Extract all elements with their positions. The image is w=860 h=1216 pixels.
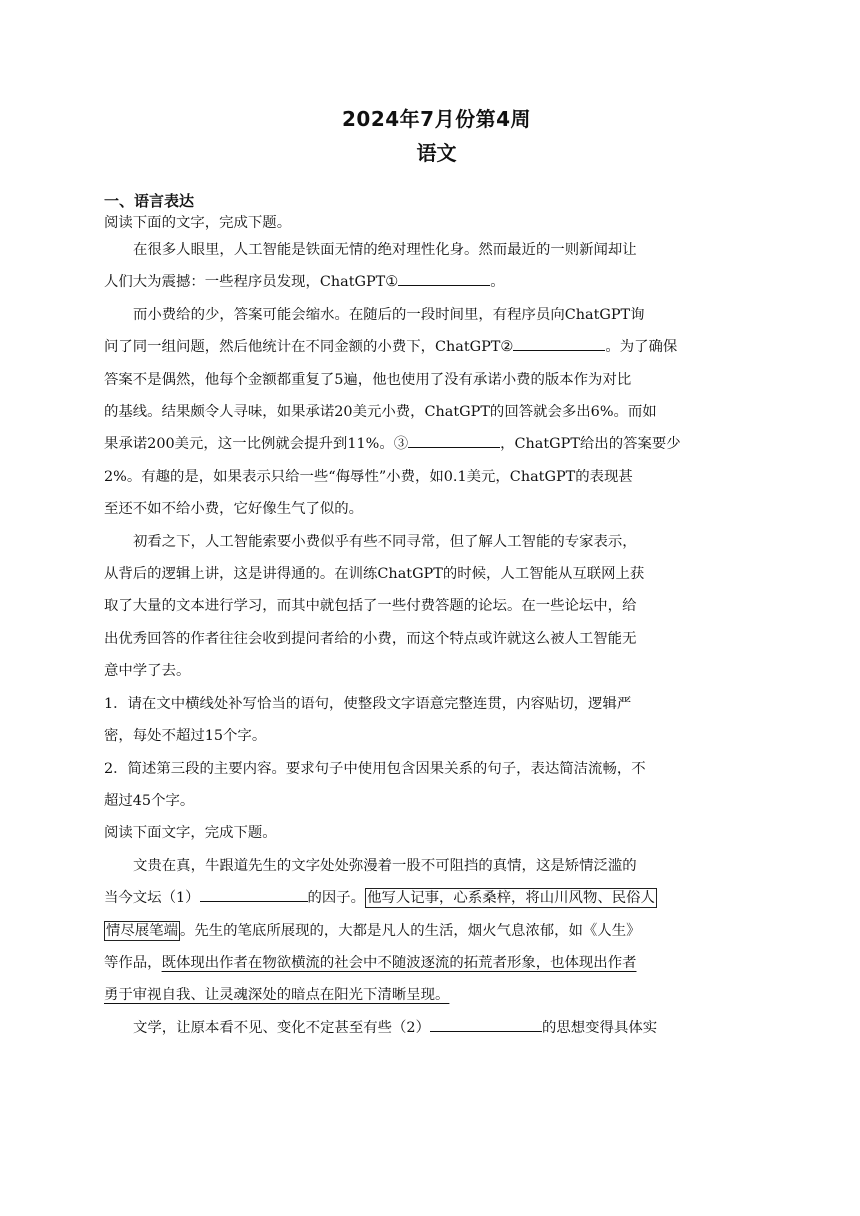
text-segment: 当今文坛（1） xyxy=(104,890,200,907)
question-text: 超过45个字。 xyxy=(104,792,195,809)
fill-blank-1[interactable] xyxy=(398,271,490,286)
text-line: 文贵在真，牛跟道先生的文字处处弥漫着一股不可阻挡的真情，这是矫情泛滥的 xyxy=(133,857,637,874)
text-segment: 。为了确保 xyxy=(605,339,678,356)
text-segment: 的因子。 xyxy=(307,890,366,907)
text-segment: 等作品， xyxy=(104,954,162,971)
fill-blank-3[interactable] xyxy=(408,433,500,448)
text-line: 在很多人眼里，人工智能是铁面无情的绝对理性化身。然而最近的一则新闻却让 xyxy=(133,242,637,258)
text-line: 取了大量的文本进行学习，而其中就包括了一些付费答题的论坛。在一些论坛中，给 xyxy=(104,598,637,615)
fill-blank-5[interactable] xyxy=(430,1017,542,1032)
question-text: 2．简述第三段的主要内容。要求句子中使用包含因果关系的句子，表达简洁流畅，不 xyxy=(104,760,646,777)
boxed-sentence-continued: 情尽展笔端 xyxy=(106,922,178,939)
text-line xyxy=(104,428,769,460)
text-line xyxy=(104,331,769,363)
text-segment: 果承诺200美元，这一比例就会提升到11%。③ xyxy=(104,436,409,453)
instruction-text: 阅读下面文字，完成下题。 xyxy=(104,825,277,842)
text-segment: 。先生的笔底所展现的，大都是凡人的生活，烟火气息浓郁，如《人生》 xyxy=(179,922,641,939)
section-heading-language-expression: 一、语言表达 xyxy=(104,192,195,210)
text-segment: 文学，让原本看不见、变化不定甚至有些（2） xyxy=(133,1019,430,1036)
text-segment: 问了同一组问题，然后他统计在不同金额的小费下，ChatGPT② xyxy=(104,339,514,356)
text-line xyxy=(104,1012,769,1044)
underlined-sentence-continued: 勇于审视自我、让灵魂深处的暗点在阳光下清晰呈现。 xyxy=(104,987,450,1004)
passage-paragraph-4 xyxy=(104,850,769,1012)
question-2 xyxy=(104,753,769,818)
text-line xyxy=(104,915,769,947)
text-line: 从背后的逻辑上讲，这是讲得通的。在训练ChatGPT的时候，人工智能从互联网上获 xyxy=(104,566,645,583)
text-line: 的基线。结果颇令人寻味，如果承诺20美元小费，ChatGPT的回答就会多出6%。而如 xyxy=(104,404,657,421)
text-line xyxy=(104,882,769,914)
instruction-text: 阅读下面的文字，完成下题。 xyxy=(104,215,292,231)
passage-paragraph-2 xyxy=(104,299,769,526)
text-line: 至还不如不给小费，它好像生气了似的。 xyxy=(104,501,364,518)
text-segment: 。 xyxy=(490,274,505,291)
underlined-sentence: 既体现出作者在物欲横流的社会中不随波逐流的拓荒者形象，也体现出作者 xyxy=(161,954,637,971)
text-segment: 的思想变得具体实 xyxy=(541,1019,658,1036)
document-page xyxy=(104,104,769,1044)
question-text: 密，每处不超过15个字。 xyxy=(104,728,267,745)
text-line xyxy=(104,979,769,1011)
text-segment: 人们大为震撼：一些程序员发现，ChatGPT① xyxy=(104,274,399,291)
passage-paragraph-5 xyxy=(104,1012,769,1044)
question-1 xyxy=(104,688,769,753)
text-line: 初看之下，人工智能索要小费似乎有些不同寻常，但了解人工智能的专家表示， xyxy=(133,533,637,550)
text-line xyxy=(104,947,769,979)
document-title: 2024年7月份第4周 xyxy=(342,107,531,131)
question-text: 1．请在文中横线处补写恰当的语句，使整段文字语意完整连贯，内容贴切，逻辑严 xyxy=(104,695,632,712)
subject-title: 语文 xyxy=(416,141,457,165)
passage-paragraph-3 xyxy=(104,526,769,688)
fill-blank-4[interactable] xyxy=(200,887,308,902)
fill-blank-2[interactable] xyxy=(513,336,605,351)
passage-paragraph-1 xyxy=(104,234,769,299)
text-segment: ，ChatGPT给出的答案要少 xyxy=(500,436,681,453)
text-line: 而小费给的少，答案可能会缩水。在随后的一段时间里，有程序员向ChatGPT询 xyxy=(133,306,645,323)
text-line: 出优秀回答的作者往往会收到提问者给的小费，而这个特点或许就这么被人工智能无 xyxy=(104,630,637,647)
text-line: 意中学了去。 xyxy=(104,663,191,680)
text-line: 答案不是偶然，他每个金额都重复了5遍，他也使用了没有承诺小费的版本作为对比 xyxy=(104,371,632,388)
text-line xyxy=(104,266,769,298)
boxed-sentence: 他写人记事，心系桑梓，将山川风物、民俗人 xyxy=(367,890,655,907)
text-line: 2%。有趣的是，如果表示只给一些“侮辱性”小费，如0.1美元，ChatGPT的表现甚 xyxy=(104,468,633,485)
